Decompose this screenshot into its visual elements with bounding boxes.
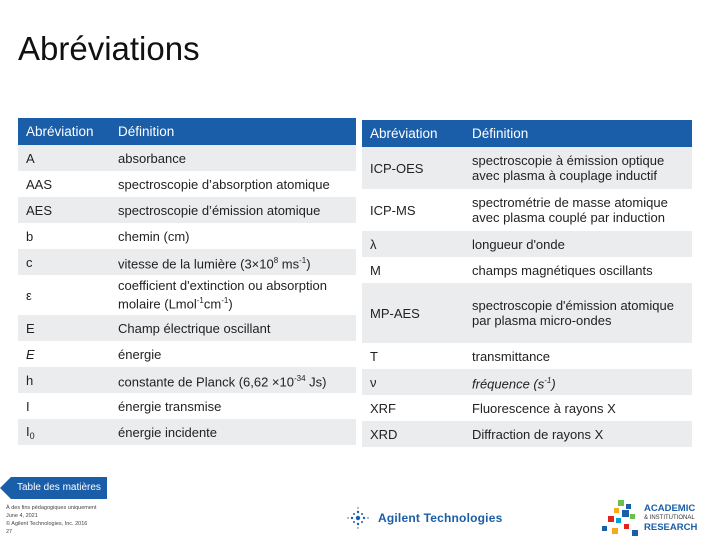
table-row	[362, 395, 692, 421]
abbreviation-cell: c	[18, 249, 110, 275]
abbreviation-cell: ICP-MS	[370, 202, 416, 218]
definition-cell: spectroscopie d’absorption atomique	[118, 176, 330, 192]
abbreviation-cell: A	[18, 145, 110, 171]
footer-line: À des fins pédagogiques uniquement	[6, 505, 97, 511]
abbreviation-cell: M	[370, 262, 381, 278]
abbreviation-cell: λ	[362, 231, 464, 257]
abbreviation-cell: XRF	[370, 400, 396, 416]
definition-cell: transmittance	[472, 348, 551, 364]
table-header-row	[362, 120, 692, 147]
table-row	[362, 369, 692, 395]
header-definition: Définition	[110, 118, 356, 145]
abbreviation-cell: ε	[26, 287, 32, 303]
definition-cell: fréquence $(s^{-1})$	[464, 369, 692, 395]
table-row	[362, 283, 692, 343]
toc-label: Table des matières	[11, 477, 107, 499]
table-row	[362, 189, 692, 231]
definition-cell: absorbance	[110, 145, 356, 171]
abbreviations-table-right	[362, 120, 692, 447]
footer-line: © Agilent Technologies, Inc. 2016	[6, 521, 88, 527]
table-row	[18, 223, 356, 249]
definition-cell: spectroscopie à émission optique avec plasma à couplage inductif	[464, 147, 692, 189]
abbreviation-cell: b	[26, 228, 34, 244]
header-abbreviation: Abréviation	[18, 118, 110, 145]
table-row	[18, 393, 356, 419]
footer-line: June 4, 2021	[6, 513, 38, 519]
academic-research-logo	[596, 496, 720, 540]
definition-cell: Fluorescence à rayons X	[472, 400, 616, 416]
table-row	[18, 197, 356, 223]
definition-cell: énergie transmise	[118, 398, 222, 414]
table-row	[18, 367, 356, 393]
header-definition: Définition	[464, 120, 692, 147]
table-row	[362, 257, 692, 283]
definition-cell: spectrométrie de masse atomique avec plasma couplé par induction	[472, 195, 668, 225]
agilent-spark-icon	[346, 506, 370, 530]
academic-cubes-icon	[596, 496, 642, 540]
abbreviation-cell: h	[18, 367, 110, 393]
abbreviation-cell: MP-AES	[362, 283, 464, 343]
definition-cell: énergie incidente	[110, 419, 356, 445]
abbreviation-cell: $I_0$	[18, 419, 110, 445]
definition-cell: constante de Planck ($6,62 \times 10^{-34}$ Js)	[110, 367, 356, 393]
table-row	[18, 419, 356, 445]
abbreviation-cell: I	[26, 398, 30, 414]
page-title: Abréviations	[18, 30, 200, 67]
footer-line: 27	[6, 529, 13, 535]
abbreviations-table-left	[18, 118, 356, 445]
abbreviation-cell: AAS	[26, 176, 53, 192]
table-row	[362, 147, 692, 189]
definition-cell: Champ électrique oscillant	[110, 315, 356, 341]
abbreviation-cell: AES	[18, 197, 110, 223]
definition-cell: énergie	[118, 346, 162, 362]
agilent-wordmark: Agilent Technologies	[378, 511, 503, 525]
table-row	[18, 249, 356, 275]
table-row	[18, 341, 356, 367]
definition-cell: longueur d'onde	[464, 231, 692, 257]
table-row	[18, 315, 356, 341]
table-row	[18, 275, 356, 315]
table-row	[18, 145, 356, 171]
table-row	[18, 171, 356, 197]
header-abbreviation: Abréviation	[362, 120, 464, 147]
abbreviation-cell: ICP-OES	[362, 147, 464, 189]
definition-cell: champs magnétiques oscillants	[472, 262, 653, 278]
table-row	[362, 231, 692, 257]
definition-cell: spectroscopie d’émission atomique	[110, 197, 356, 223]
definition-cell: coefficient d'extinction ou absorption molaire $(Lmol^{-1}cm^{-1})$	[118, 278, 327, 312]
abbreviation-cell: E	[18, 315, 110, 341]
table-header-row	[18, 118, 356, 145]
back-arrow-icon	[0, 477, 11, 499]
definition-cell: Diffraction de rayons X	[464, 421, 692, 447]
table-row	[362, 343, 692, 369]
definition-cell: chemin (cm)	[118, 228, 190, 244]
toc-button[interactable]	[0, 477, 107, 499]
agilent-logo	[346, 506, 502, 530]
abbreviation-cell: T	[370, 348, 378, 364]
footer-notes	[6, 504, 97, 536]
abbreviation-cell: ν	[362, 369, 464, 395]
academic-wordmark: ACADEMIC & INSTITUTIONAL RESEARCH	[644, 503, 698, 533]
table-row	[362, 421, 692, 447]
definition-cell: spectroscopie d'émission atomique par plasma micro-ondes	[464, 283, 692, 343]
definition-cell: vitesse de la lumière ($3\times 10^8$ $ms^{-1}$)	[110, 249, 356, 275]
abbreviation-cell: XRD	[362, 421, 464, 447]
abbreviation-cell: E	[26, 346, 35, 362]
